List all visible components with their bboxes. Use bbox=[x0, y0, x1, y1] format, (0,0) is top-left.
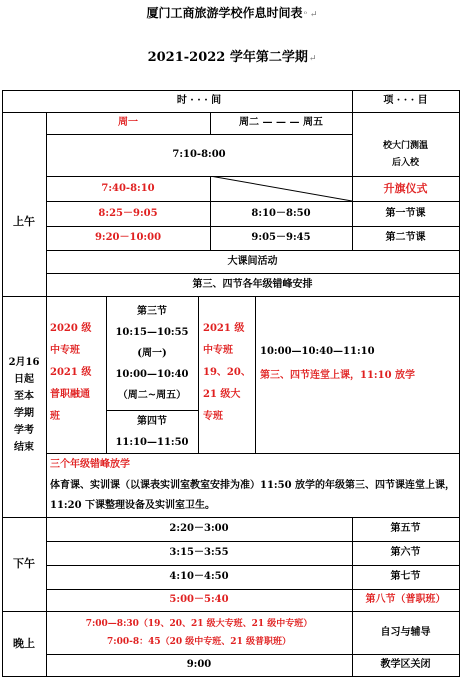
flag-time: 7:40-8:10 bbox=[101, 182, 155, 194]
period34-note: 第三、四节各年级错峰安排 bbox=[192, 278, 313, 290]
period2-item: 第二节课 bbox=[385, 232, 426, 243]
period1-item: 第一节课 bbox=[385, 207, 426, 219]
period2-monday: 9:20－10:00 bbox=[94, 232, 162, 243]
diagonal-slash bbox=[210, 176, 352, 201]
evening-label: 晚上 bbox=[13, 637, 35, 650]
stagger-note: 三个年级错峰放学 bbox=[50, 459, 130, 470]
header-time: 时 · · · 间 bbox=[176, 95, 222, 106]
pm-row-time: 2:20－3:00 bbox=[169, 523, 229, 534]
pm-row-time: 3:15－3:55 bbox=[169, 547, 229, 558]
col-tue-fri: 周二 — — — 周五 bbox=[239, 117, 323, 128]
school-title: 厦门工商旅游学校作息时间表ᵒ ↵ bbox=[146, 6, 318, 20]
pm-row-time: 5:00－5:40 bbox=[169, 594, 229, 605]
period1-tue-fri: 8:10－8:50 bbox=[251, 207, 311, 219]
evening-study-times: 7:00—8:30（19、20、21 级大专班、21 级中专班） 7:00-8：45（20 级中专班、21 级普职班） bbox=[85, 619, 313, 647]
evening-item: 自习与辅导 bbox=[380, 626, 431, 638]
period4-times: 第四节 11:10—11:50 bbox=[115, 415, 189, 448]
col-monday: 周一 bbox=[118, 117, 138, 128]
arrive-time: 7:10-8:00 bbox=[172, 149, 226, 160]
flag-item: 升旗仪式 bbox=[383, 181, 428, 195]
pm-row-time: 4:10－4:50 bbox=[169, 571, 229, 582]
morning-label: 上午 bbox=[13, 215, 35, 228]
close-item: 教学区关闭 bbox=[380, 659, 431, 670]
pe-note: 体育课、实训课（以课表实训室教室安排为准）11:50 放学的年级第三、四节课连堂上课，11:20 下课整理设备及实训室卫生。 bbox=[50, 480, 456, 511]
period3-times: 第三节 10:15—10:55 (周一) 10:00—10:40 （周二~周五） bbox=[115, 305, 189, 401]
pm-row-item: 第六节 bbox=[390, 547, 421, 558]
period1-monday: 8:25－9:05 bbox=[98, 207, 158, 219]
afternoon-label: 下午 bbox=[13, 557, 35, 570]
right-time: 10:00—10:40—11:10 bbox=[260, 346, 375, 357]
close-time: 9:00 bbox=[186, 659, 212, 670]
feb-period-label: 2月16 日起 至本 学期 学考 结束 bbox=[8, 357, 40, 453]
period2-tue-fri: 9:05－9:45 bbox=[251, 232, 311, 243]
break-activity: 大课间活动 bbox=[227, 255, 278, 267]
pm-row-item: 第八节（普职班） bbox=[365, 594, 446, 605]
pm-row-item: 第七节 bbox=[390, 571, 421, 582]
header-item: 项 · · · 目 bbox=[383, 95, 428, 106]
term-title: 2021-2022 学年第二学期↵ bbox=[147, 50, 317, 65]
grade2021-group: 2021 级 中专班 19、20、 21 级大 专班 bbox=[203, 323, 251, 422]
pm-row-item: 第五节 bbox=[390, 523, 421, 534]
arrive-item: 校大门测温 后入校 bbox=[382, 141, 428, 168]
grade2020-group: 2020 级 中专班 2021 级 普职融通 班 bbox=[50, 323, 92, 422]
right-note: 第三、四节连堂上课，11:10 放学 bbox=[260, 370, 416, 381]
